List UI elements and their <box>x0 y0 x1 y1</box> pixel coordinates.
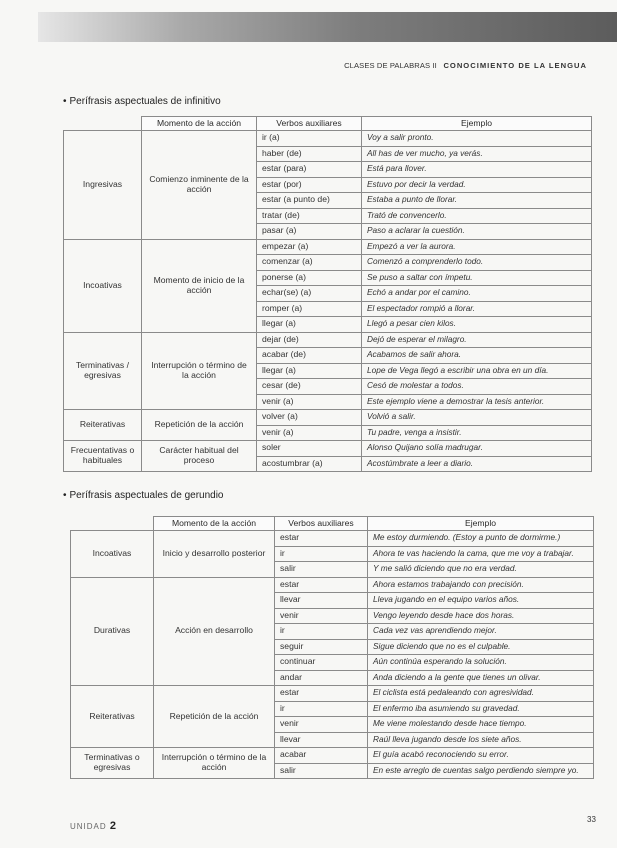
header-blank <box>64 117 142 131</box>
table-gerundio <box>70 516 594 779</box>
verb-cell: llevar <box>275 732 368 748</box>
example-cell: Me estoy durmiendo. (Estoy a punto de dormirme.) <box>368 531 594 547</box>
verb-cell: ir <box>275 701 368 717</box>
verb-cell: acostumbrar (a) <box>257 456 362 472</box>
example-cell: Llegó a pesar cien kilos. <box>362 317 592 333</box>
category-cell: Incoativas <box>64 239 142 332</box>
verb-cell: venir (a) <box>257 394 362 410</box>
table-header-row <box>71 517 594 531</box>
example-cell: Anda diciendo a la gente que tienes un olivar. <box>368 670 594 686</box>
verb-cell: acabar (de) <box>257 348 362 364</box>
example-cell: Ahora te vas haciendo la cama, que me voy a trabajar. <box>368 546 594 562</box>
verb-cell: ir <box>275 624 368 640</box>
verb-cell: estar (para) <box>257 162 362 178</box>
unit-number: 2 <box>109 820 117 832</box>
header-example: Ejemplo <box>368 517 594 531</box>
example-cell: Está para llover. <box>362 162 592 178</box>
verb-cell: seguir <box>275 639 368 655</box>
unit-label: UNIDAD <box>70 822 107 831</box>
verb-cell: estar <box>275 531 368 547</box>
example-cell: Trató de convencerlo. <box>362 208 592 224</box>
verb-cell: romper (a) <box>257 301 362 317</box>
verb-cell: estar <box>275 577 368 593</box>
moment-cell: Inicio y desarrollo posterior <box>154 531 275 578</box>
verb-cell: estar (a punto de) <box>257 193 362 209</box>
verb-cell: echar(se) (a) <box>257 286 362 302</box>
verb-cell: estar (por) <box>257 177 362 193</box>
example-cell: Vengo leyendo desde hace dos horas. <box>368 608 594 624</box>
table-row <box>71 577 594 593</box>
example-cell: Alonso Quijano solía madrugar. <box>362 441 592 457</box>
example-cell: Este ejemplo viene a demostrar la tesis anterior. <box>362 394 592 410</box>
moment-cell: Interrupción o término de la acción <box>142 332 257 410</box>
category-cell: Durativas <box>71 577 154 686</box>
example-cell: Estuvo por decir la verdad. <box>362 177 592 193</box>
header-section: CLASES DE PALABRAS II <box>344 61 437 70</box>
header-moment: Momento de la acción <box>142 117 257 131</box>
example-cell: Me viene molestando desde hace tiempo. <box>368 717 594 733</box>
section-title-gerundio: • Perífrasis aspectuales de gerundio <box>63 490 224 501</box>
verb-cell: volver (a) <box>257 410 362 426</box>
example-cell: El ciclista está pedaleando con agresividad. <box>368 686 594 702</box>
category-cell: Ingresivas <box>64 131 142 240</box>
verb-cell: comenzar (a) <box>257 255 362 271</box>
table-row <box>64 441 592 457</box>
verb-cell: haber (de) <box>257 146 362 162</box>
verb-cell: cesar (de) <box>257 379 362 395</box>
header-chapter: CONOCIMIENTO DE LA LENGUA <box>443 61 587 70</box>
category-cell: Incoativas <box>71 531 154 578</box>
verb-cell: andar <box>275 670 368 686</box>
example-cell: Se puso a saltar con ímpetu. <box>362 270 592 286</box>
example-cell: Tu padre, venga a insistir. <box>362 425 592 441</box>
example-cell: Aún continúa esperando la solución. <box>368 655 594 671</box>
table-row <box>64 410 592 426</box>
example-cell: Echó a andar por el camino. <box>362 286 592 302</box>
verb-cell: pasar (a) <box>257 224 362 240</box>
example-cell: Comenzó a comprenderlo todo. <box>362 255 592 271</box>
header-example: Ejemplo <box>362 117 592 131</box>
verb-cell: llegar (a) <box>257 363 362 379</box>
moment-cell: Acción en desarrollo <box>154 577 275 686</box>
example-cell: Voy a salir pronto. <box>362 131 592 147</box>
example-cell: Empezó a ver la aurora. <box>362 239 592 255</box>
running-header <box>344 61 587 70</box>
verb-cell: acabar <box>275 748 368 764</box>
moment-cell: Carácter habitual del proceso <box>142 441 257 472</box>
example-cell: Estaba a punto de llorar. <box>362 193 592 209</box>
bullet-icon: • <box>63 490 67 501</box>
example-cell: Cesó de molestar a todos. <box>362 379 592 395</box>
verb-cell: venir (a) <box>257 425 362 441</box>
example-cell: Lleva jugando en el equipo varios años. <box>368 593 594 609</box>
verb-cell: ir (a) <box>257 131 362 147</box>
example-cell: El espectador rompió a llorar. <box>362 301 592 317</box>
verb-cell: empezar (a) <box>257 239 362 255</box>
moment-cell: Repetición de la acción <box>142 410 257 441</box>
example-cell: Volvió a salir. <box>362 410 592 426</box>
table-row <box>64 332 592 348</box>
example-cell: Lope de Vega llegó a escribir una obra en un día. <box>362 363 592 379</box>
verb-cell: dejar (de) <box>257 332 362 348</box>
example-cell: Acostúmbrate a leer a diario. <box>362 456 592 472</box>
example-cell: El guía acabó reconociendo su error. <box>368 748 594 764</box>
verb-cell: salir <box>275 763 368 779</box>
verb-cell: venir <box>275 717 368 733</box>
moment-cell: Momento de inicio de la acción <box>142 239 257 332</box>
category-cell: Terminativas / egresivas <box>64 332 142 410</box>
table-row <box>64 239 592 255</box>
example-cell: Dejó de esperar el milagro. <box>362 332 592 348</box>
table-row <box>71 531 594 547</box>
example-cell: Cada vez vas aprendiendo mejor. <box>368 624 594 640</box>
verb-cell: tratar (de) <box>257 208 362 224</box>
example-cell: Paso a aclarar la cuestión. <box>362 224 592 240</box>
verb-cell: ponerse (a) <box>257 270 362 286</box>
page-number: 33 <box>587 815 596 824</box>
example-cell: Raúl lleva jugando desde los siete años. <box>368 732 594 748</box>
moment-cell: Comienzo inminente de la acción <box>142 131 257 240</box>
table-header-row <box>64 117 592 131</box>
moment-cell: Repetición de la acción <box>154 686 275 748</box>
verb-cell: salir <box>275 562 368 578</box>
verb-cell: soler <box>257 441 362 457</box>
table-row <box>71 686 594 702</box>
moment-cell: Interrupción o término de la acción <box>154 748 275 779</box>
table-row <box>71 748 594 764</box>
bullet-icon: • <box>63 96 67 107</box>
table-infinitivo <box>63 116 592 472</box>
header-moment: Momento de la acción <box>154 517 275 531</box>
example-cell: All has de ver mucho, ya verás. <box>362 146 592 162</box>
header-verbs: Verbos auxiliares <box>275 517 368 531</box>
example-cell: Y me salió diciendo que no era verdad. <box>368 562 594 578</box>
verb-cell: ir <box>275 546 368 562</box>
header-verbs: Verbos auxiliares <box>257 117 362 131</box>
verb-cell: llevar <box>275 593 368 609</box>
verb-cell: venir <box>275 608 368 624</box>
header-blank <box>71 517 154 531</box>
footer-unit <box>70 820 116 832</box>
example-cell: El enfermo iba asumiendo su gravedad. <box>368 701 594 717</box>
verb-cell: continuar <box>275 655 368 671</box>
verb-cell: estar <box>275 686 368 702</box>
section-title-infinitivo: • Perífrasis aspectuales de infinitivo <box>63 96 221 107</box>
example-cell: Ahora estamos trabajando con precisión. <box>368 577 594 593</box>
top-banner <box>38 12 617 42</box>
example-cell: En este arreglo de cuentas salgo perdiendo siempre yo. <box>368 763 594 779</box>
table-row <box>64 131 592 147</box>
verb-cell: llegar (a) <box>257 317 362 333</box>
category-cell: Frecuentativas o habituales <box>64 441 142 472</box>
category-cell: Terminativas o egresivas <box>71 748 154 779</box>
category-cell: Reiterativas <box>64 410 142 441</box>
category-cell: Reiterativas <box>71 686 154 748</box>
example-cell: Sigue diciendo que no es el culpable. <box>368 639 594 655</box>
example-cell: Acabamos de salir ahora. <box>362 348 592 364</box>
